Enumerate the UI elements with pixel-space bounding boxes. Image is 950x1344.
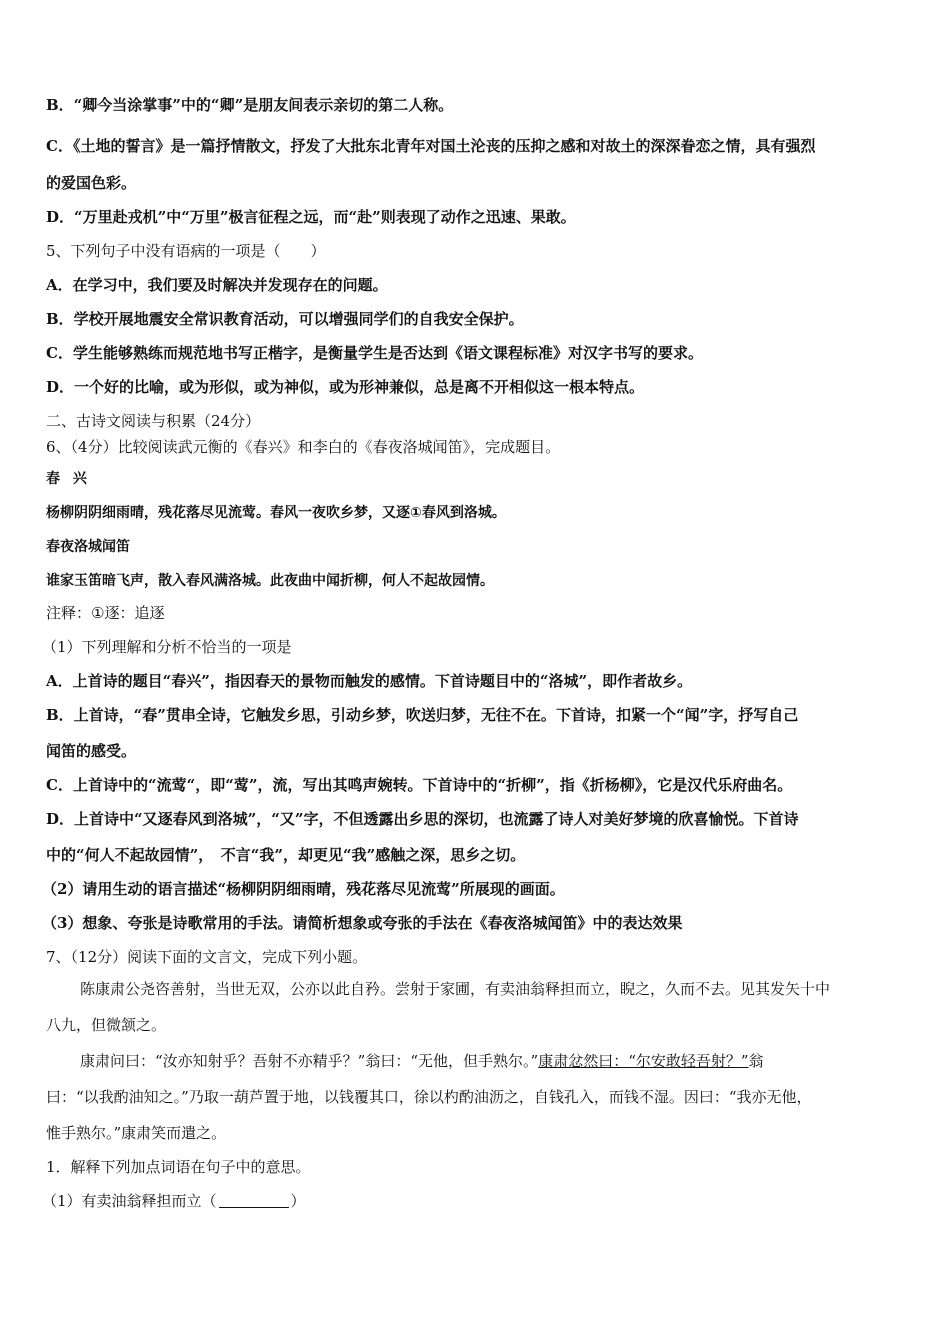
annotation-note: 注释：①逐：追逐: [46, 604, 165, 622]
passage-paragraph-2-line-1: [46, 1050, 764, 1072]
option-d-line: D．“万里赴戎机”中“万里”极言征程之远，而“赴”则表现了动作之迅速、果敢。: [46, 208, 576, 226]
poem-2-text: 谁家玉笛暗飞声，散入春风满洛城。此夜曲中闻折柳，何人不起故园情。: [46, 573, 494, 589]
passage-text: 康肃问曰：“汝亦知射乎？吾射不亦精乎？”翁曰：“无他，但手熟尔。”: [80, 1052, 539, 1070]
question-6-1: （1）下列理解和分析不恰当的一项是: [42, 638, 292, 656]
passage-paragraph-1-line-1: 陈康肃公尧咨善射，当世无双，公亦以此自矜。尝射于家圃，有卖油翁释担而立，睨之，久而不去。见其发矢十中: [80, 980, 831, 998]
question-6-1-option-d-line-2: 中的“何人不起故园情”， 不言“我”，却更见“我”感触之深，思乡之切。: [46, 846, 526, 864]
option-c-line-1: C．《土地的誓言》是一篇抒情散文，抒发了大批东北青年对国土沦丧的压抑之感和对故土的深深眷恋之情，具有强烈: [46, 137, 816, 155]
question-6-1-option-c: C．上首诗中的“流莺“，即“莺”，流，写出其鸣声婉转。下首诗中的“折柳”，指《折杨柳》，它是汉代乐府曲名。: [46, 776, 793, 794]
question-5-option-b: B．学校开展地震安全常识教育活动，可以增强同学们的自我安全保护。: [46, 310, 524, 328]
option-c-line-2: 的爱国色彩。: [46, 174, 137, 192]
passage-paragraph-2-line-3: 惟手熟尔。”康肃笑而遣之。: [46, 1124, 227, 1142]
question-5-option-d: D．一个好的比喻，或为形似，或为神似，或为形神兼似，总是离不开相似这一根本特点。: [46, 378, 645, 396]
question-5: 5、下列句子中没有语病的一项是（ ）: [46, 242, 326, 260]
answer-blank[interactable]: [219, 1193, 289, 1208]
underlined-sentence: 康肃忿然曰：“尔安敢轻吾射？”: [538, 1052, 749, 1070]
question-6-1-option-d-line-1: D．上首诗中“又逐春风到洛城”，“又”字，不但透露出乡思的深切，也流露了诗人对美好梦境的欣喜愉悦。下首诗: [46, 810, 799, 828]
question-7: 7、（12分）阅读下面的文言文，完成下列小题。: [46, 948, 368, 966]
question-6-1-option-a: A．上首诗的题目“春兴”，指因春天的景物而触发的感情。下首诗题目中的“洛城”，即作者故乡。: [46, 672, 693, 690]
poem-1-title: 春 兴: [46, 471, 91, 487]
sub-question-1: 1．解释下列加点词语在句子中的意思。: [46, 1158, 311, 1176]
question-6-1-option-b-line-2: 闻笛的感受。: [46, 742, 137, 760]
sub-question-1-1: [42, 1190, 306, 1212]
question-6-3: （3）想象、夸张是诗歌常用的手法。请简析想象或夸张的手法在《春夜洛城闻笛》中的表达效果: [42, 914, 683, 932]
poem-1-text: 杨柳阴阴细雨晴，残花落尽见流莺。春风一夜吹乡梦，又逐①春风到洛城。: [46, 505, 506, 521]
question-6: 6、（4分）比较阅读武元衡的《春兴》和李白的《春夜洛城闻笛》，完成题目。: [46, 438, 561, 456]
sub-question-text: （1）有卖油翁释担而立（: [42, 1192, 217, 1210]
poem-2-title: 春夜洛城闻笛: [46, 539, 130, 555]
option-b-line: B．“卿今当涂掌事”中的“卿”是朋友间表示亲切的第二人称。: [46, 96, 454, 114]
question-6-2: （2）请用生动的语言描述“杨柳阴阴细雨晴，残花落尽见流莺”所展现的画面。: [42, 880, 565, 898]
sub-question-text: ）: [290, 1192, 306, 1210]
question-5-option-c: C．学生能够熟练而规范地书写正楷字，是衡量学生是否达到《语文课程标准》对汉字书写的要求。: [46, 344, 703, 362]
section-2-heading: 二、古诗文阅读与积累（24分）: [46, 412, 261, 430]
question-5-option-a: A．在学习中，我们要及时解决并发现存在的问题。: [46, 276, 388, 294]
passage-paragraph-2-line-2: 曰：“以我酌油知之。”乃取一葫芦置于地，以钱覆其口，徐以杓酌油沥之，自钱孔入，而钱不湿。因曰：“我亦无他，: [46, 1088, 812, 1106]
passage-text: 翁: [748, 1052, 764, 1070]
passage-paragraph-1-line-2: 八九，但微颔之。: [46, 1016, 167, 1034]
question-6-1-option-b-line-1: B．上首诗，“春”贯串全诗，它触发乡思，引动乡梦，吹送归梦，无往不在。下首诗，扣紧一个“闻”字，抒写自己: [46, 706, 799, 724]
